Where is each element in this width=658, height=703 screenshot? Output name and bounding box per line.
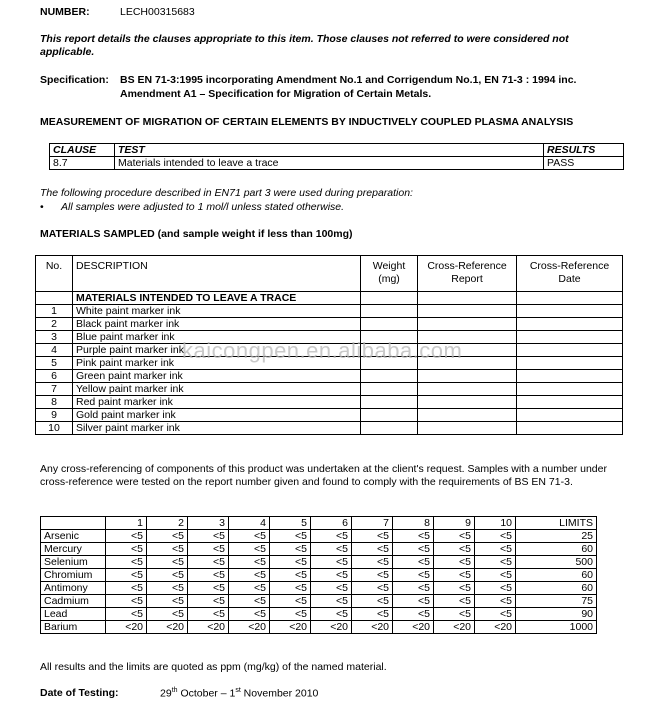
material-crossref-date xyxy=(517,331,623,344)
element-result: <5 xyxy=(147,530,188,543)
element-result: <20 xyxy=(475,621,516,634)
material-crossref-date xyxy=(517,305,623,318)
element-result: <5 xyxy=(147,569,188,582)
element-result: <20 xyxy=(106,621,147,634)
results-row xyxy=(41,582,597,595)
element-result: <20 xyxy=(311,621,352,634)
element-result: <5 xyxy=(270,556,311,569)
material-crossref-report xyxy=(418,383,517,396)
materials-title: MATERIALS SAMPLED (and sample weight if less than 100mg) xyxy=(40,228,353,240)
element-result: <5 xyxy=(270,530,311,543)
bullet-icon: • xyxy=(40,201,44,213)
group-date-cell xyxy=(517,292,623,305)
element-result: <5 xyxy=(106,530,147,543)
testing-date-label: Date of Testing: xyxy=(40,687,119,699)
element-result: <5 xyxy=(352,608,393,621)
testing-day-start-suffix: th xyxy=(171,687,178,694)
material-weight xyxy=(361,422,418,435)
results-header-sample: 8 xyxy=(393,517,434,530)
material-number: 7 xyxy=(36,383,73,396)
group-report-cell xyxy=(418,292,517,305)
material-weight xyxy=(361,370,418,383)
specification-line1: BS EN 71-3:1995 incorporating Amendment No.1 and Corrigendum No.1, EN 71-3 : 1994 inc. xyxy=(120,74,577,86)
material-number: 4 xyxy=(36,344,73,357)
element-name: Mercury xyxy=(41,543,106,556)
element-result: <5 xyxy=(475,595,516,608)
element-result: <5 xyxy=(393,595,434,608)
results-header-sample: 2 xyxy=(147,517,188,530)
testing-day-end-suffix: st xyxy=(235,687,241,694)
element-result: <5 xyxy=(475,556,516,569)
results-table xyxy=(40,516,597,634)
element-result: <5 xyxy=(270,582,311,595)
element-result: <5 xyxy=(229,543,270,556)
element-result: <5 xyxy=(147,595,188,608)
material-description: Pink paint marker ink xyxy=(73,357,361,370)
element-result: <5 xyxy=(393,530,434,543)
element-result: <5 xyxy=(106,569,147,582)
results-header-sample: 6 xyxy=(311,517,352,530)
material-crossref-report xyxy=(418,409,517,422)
material-crossref-report xyxy=(418,318,517,331)
result-value: PASS xyxy=(544,157,624,170)
material-crossref-date xyxy=(517,357,623,370)
material-description: Black paint marker ink xyxy=(73,318,361,331)
element-result: <5 xyxy=(311,582,352,595)
element-result: <5 xyxy=(311,569,352,582)
element-name: Barium xyxy=(41,621,106,634)
results-row xyxy=(41,595,597,608)
element-result: <5 xyxy=(188,569,229,582)
intro-text: This report details the clauses appropriate to this item. Those clauses not referred to were considered not applicable. xyxy=(40,33,569,58)
element-result: <5 xyxy=(393,569,434,582)
material-crossref-date xyxy=(517,318,623,331)
element-name: Arsenic xyxy=(41,530,106,543)
results-row xyxy=(41,569,597,582)
element-result: <5 xyxy=(311,595,352,608)
element-result: <5 xyxy=(393,543,434,556)
element-name: Lead xyxy=(41,608,106,621)
element-result: <5 xyxy=(434,530,475,543)
element-limit: 75 xyxy=(516,595,597,608)
material-description: White paint marker ink xyxy=(73,305,361,318)
clause-header: CLAUSE xyxy=(50,144,115,157)
results-row xyxy=(41,608,597,621)
material-weight xyxy=(361,409,418,422)
testing-date-value xyxy=(160,687,318,700)
element-name: Cadmium xyxy=(41,595,106,608)
element-result: <20 xyxy=(229,621,270,634)
specification-label: Specification: xyxy=(40,74,109,86)
results-note: All results and the limits are quoted as ppm (mg/kg) of the named material. xyxy=(40,661,387,673)
element-result: <5 xyxy=(147,608,188,621)
materials-row xyxy=(36,383,623,396)
element-result: <5 xyxy=(229,569,270,582)
material-crossref-date xyxy=(517,422,623,435)
material-crossref-date xyxy=(517,396,623,409)
element-result: <5 xyxy=(475,569,516,582)
element-result: <5 xyxy=(188,530,229,543)
material-crossref-date xyxy=(517,409,623,422)
material-number: 5 xyxy=(36,357,73,370)
element-name: Selenium xyxy=(41,556,106,569)
material-number: 10 xyxy=(36,422,73,435)
element-result: <5 xyxy=(147,582,188,595)
material-description: Blue paint marker ink xyxy=(73,331,361,344)
element-result: <20 xyxy=(352,621,393,634)
clause-table xyxy=(49,143,624,170)
results-header-sample: 3 xyxy=(188,517,229,530)
element-result: <5 xyxy=(352,569,393,582)
material-number: 9 xyxy=(36,409,73,422)
material-crossref-date xyxy=(517,370,623,383)
element-result: <20 xyxy=(393,621,434,634)
element-result: <5 xyxy=(352,582,393,595)
element-result: <5 xyxy=(434,569,475,582)
element-result: <5 xyxy=(106,595,147,608)
element-result: <5 xyxy=(229,556,270,569)
element-result: <5 xyxy=(311,556,352,569)
material-crossref-report xyxy=(418,396,517,409)
element-result: <5 xyxy=(188,595,229,608)
testing-month-start: October – 1 xyxy=(177,687,236,700)
materials-header-crossref-report: Cross-Reference Report xyxy=(418,256,517,292)
watermark-text: kaicongpen.en.alibaba.com xyxy=(182,338,463,363)
material-number: 1 xyxy=(36,305,73,318)
element-result: <5 xyxy=(393,608,434,621)
element-result: <5 xyxy=(352,556,393,569)
element-result: <5 xyxy=(434,608,475,621)
element-result: <5 xyxy=(229,530,270,543)
element-limit: 90 xyxy=(516,608,597,621)
material-crossref-report xyxy=(418,305,517,318)
specification-line2: Amendment A1 – Specification for Migration of Certain Metals. xyxy=(120,88,432,100)
element-result: <5 xyxy=(188,582,229,595)
materials-header-description: DESCRIPTION xyxy=(73,256,361,292)
material-weight xyxy=(361,383,418,396)
procedure-bullet: All samples were adjusted to 1 mol/l unless stated otherwise. xyxy=(61,201,345,213)
results-header-sample: 5 xyxy=(270,517,311,530)
group-spacer xyxy=(36,292,73,305)
results-header-sample: 4 xyxy=(229,517,270,530)
element-result: <5 xyxy=(311,530,352,543)
element-result: <5 xyxy=(188,608,229,621)
results-row xyxy=(41,556,597,569)
element-result: <5 xyxy=(188,556,229,569)
element-result: <5 xyxy=(270,595,311,608)
material-crossref-date xyxy=(517,383,623,396)
clause-value: 8.7 xyxy=(50,157,115,170)
material-crossref-report xyxy=(418,370,517,383)
results-header-sample: 7 xyxy=(352,517,393,530)
materials-row xyxy=(36,305,623,318)
materials-header-crossref-date: Cross-Reference Date xyxy=(517,256,623,292)
element-result: <5 xyxy=(147,543,188,556)
materials-row xyxy=(36,409,623,422)
section-title: MEASUREMENT OF MIGRATION OF CERTAIN ELEMENTS BY INDUCTIVELY COUPLED PLASMA ANALYSIS xyxy=(40,116,574,128)
element-result: <5 xyxy=(229,582,270,595)
element-limit: 60 xyxy=(516,543,597,556)
material-number: 2 xyxy=(36,318,73,331)
element-result: <5 xyxy=(147,556,188,569)
material-description: Purple paint marker ink xyxy=(73,344,361,357)
results-header-sample: 1 xyxy=(106,517,147,530)
results-header-blank xyxy=(41,517,106,530)
element-result: <5 xyxy=(352,543,393,556)
element-limit: 1000 xyxy=(516,621,597,634)
material-description: Red paint marker ink xyxy=(73,396,361,409)
results-row xyxy=(41,543,597,556)
results-header-limits: LIMITS xyxy=(516,517,597,530)
element-result: <5 xyxy=(475,530,516,543)
material-description: Gold paint marker ink xyxy=(73,409,361,422)
element-result: <5 xyxy=(393,582,434,595)
material-number: 6 xyxy=(36,370,73,383)
materials-header-no: No. xyxy=(36,256,73,292)
element-result: <5 xyxy=(229,608,270,621)
element-result: <5 xyxy=(270,608,311,621)
element-result: <5 xyxy=(106,556,147,569)
element-result: <5 xyxy=(352,530,393,543)
report-number-value: LECH00315683 xyxy=(120,6,195,18)
material-crossref-date xyxy=(517,344,623,357)
materials-row xyxy=(36,396,623,409)
element-result: <5 xyxy=(434,543,475,556)
material-weight xyxy=(361,318,418,331)
element-result: <20 xyxy=(188,621,229,634)
element-result: <5 xyxy=(311,608,352,621)
element-result: <5 xyxy=(106,543,147,556)
element-limit: 500 xyxy=(516,556,597,569)
element-result: <5 xyxy=(475,582,516,595)
material-weight xyxy=(361,396,418,409)
results-row xyxy=(41,530,597,543)
procedure-intro: The following procedure described in EN71 part 3 were used during preparation: xyxy=(40,187,413,199)
element-result: <5 xyxy=(475,543,516,556)
element-result: <5 xyxy=(106,608,147,621)
materials-row xyxy=(36,370,623,383)
test-value: Materials intended to leave a trace xyxy=(115,157,544,170)
material-description: Yellow paint marker ink xyxy=(73,383,361,396)
crossref-note: Any cross-referencing of components of this product was undertaken at the client's request. Samples with a number under cross-reference were tested on the report number given and found to comply with the requirements of BS EN 71-3. xyxy=(40,463,607,488)
element-result: <5 xyxy=(393,556,434,569)
element-limit: 60 xyxy=(516,569,597,582)
results-header: RESULTS xyxy=(544,144,624,157)
report-number-label: NUMBER: xyxy=(40,6,90,18)
element-result: <5 xyxy=(229,595,270,608)
testing-day-start: 29 xyxy=(160,687,172,700)
element-limit: 60 xyxy=(516,582,597,595)
material-description: Silver paint marker ink xyxy=(73,422,361,435)
element-result: <5 xyxy=(352,595,393,608)
test-header: TEST xyxy=(115,144,544,157)
element-result: <5 xyxy=(311,543,352,556)
testing-month-end: November 2010 xyxy=(240,687,319,700)
group-weight-cell xyxy=(361,292,418,305)
element-result: <5 xyxy=(434,582,475,595)
element-result: <20 xyxy=(434,621,475,634)
element-result: <20 xyxy=(147,621,188,634)
element-result: <5 xyxy=(475,608,516,621)
element-result: <5 xyxy=(270,569,311,582)
material-description: Green paint marker ink xyxy=(73,370,361,383)
element-name: Chromium xyxy=(41,569,106,582)
results-row xyxy=(41,621,597,634)
material-weight xyxy=(361,305,418,318)
element-name: Antimony xyxy=(41,582,106,595)
element-result: <5 xyxy=(106,582,147,595)
materials-row xyxy=(36,422,623,435)
materials-row xyxy=(36,318,623,331)
results-header-sample: 9 xyxy=(434,517,475,530)
element-result: <20 xyxy=(270,621,311,634)
element-result: <5 xyxy=(434,595,475,608)
materials-group-label: MATERIALS INTENDED TO LEAVE A TRACE xyxy=(73,292,361,305)
element-result: <5 xyxy=(188,543,229,556)
materials-header-weight: Weight (mg) xyxy=(361,256,418,292)
material-crossref-report xyxy=(418,422,517,435)
element-limit: 25 xyxy=(516,530,597,543)
element-result: <5 xyxy=(270,543,311,556)
results-header-sample: 10 xyxy=(475,517,516,530)
material-number: 3 xyxy=(36,331,73,344)
element-result: <5 xyxy=(434,556,475,569)
material-number: 8 xyxy=(36,396,73,409)
